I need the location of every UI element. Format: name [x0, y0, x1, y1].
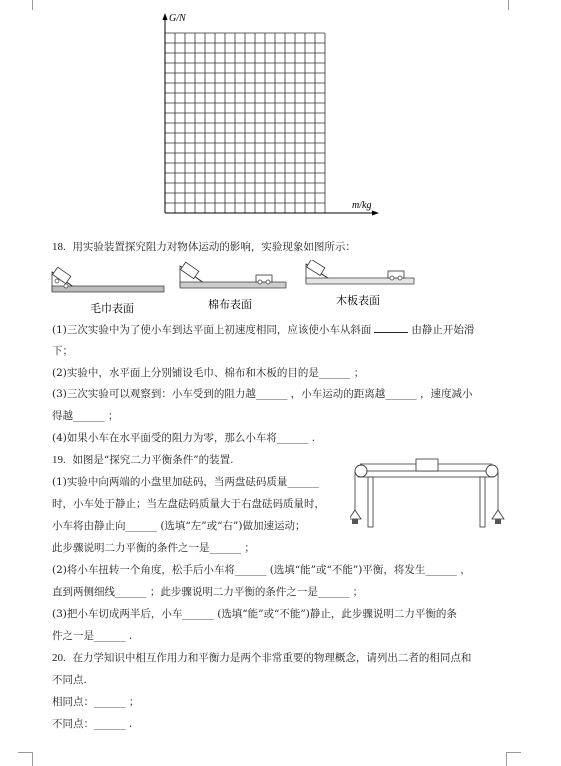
q18-part4-line: (4)如果小车在水平面受的阻力为零，那么小车将______ .: [52, 432, 316, 444]
q18-part1-text-a: (1)三次实验中为了使小车到达平面上初速度相同，应该使小车从斜面: [52, 324, 372, 336]
crop-mark-top-left: [18, 0, 33, 10]
q20-stem-line-2: 不同点.: [52, 674, 87, 686]
q18-part1-line-a: [52, 322, 474, 337]
crop-mark-top-right: [508, 0, 523, 10]
crop-mark-bottom-left: [18, 752, 33, 766]
q18-part1-blank: [374, 322, 408, 333]
cotton-surface-label: 棉布表面: [208, 299, 252, 311]
q19-line-8: 件之一是______ .: [52, 630, 133, 642]
friction-surfaces-figure: [48, 260, 418, 315]
q20-diff-line: 不同点：______ .: [52, 718, 133, 730]
q19-number: 19.: [52, 454, 66, 466]
q20-stem-line: [52, 651, 471, 665]
wood-surface-label: 木板表面: [336, 295, 380, 307]
q18-part3-line-b: 得越______ ；: [52, 410, 119, 422]
q18-part1-line-b: 下；: [52, 345, 73, 357]
q18-part2-line: (2)实验中，水平面上分别铺设毛巾、棉布和木板的目的是______ ；: [52, 367, 365, 379]
q19-line-3: 小车将由静止向______ (选填“左”或“右”)做加速运动；: [52, 520, 306, 532]
towel-ramp: [52, 267, 164, 292]
two-force-balance-apparatus: [350, 455, 510, 530]
q18-number: 18.: [52, 241, 66, 253]
q19-stem: 如图是“探究二力平衡条件”的装置.: [72, 454, 234, 466]
y-axis-label: G/N: [169, 13, 186, 24]
q18-part3-line-a: (3)三次实验可以观察到：小车受到的阻力越______ ，小车运动的距离越______ ，速度减小: [52, 388, 473, 400]
q19-line-6: 直到两侧细线______ ；此步骤说明二力平衡的条件之一是______ ；: [52, 586, 364, 598]
x-axis-label: m/kg: [352, 200, 372, 211]
q19-line-4: 此步骤说明二力平衡的条件之一是______ ；: [52, 542, 255, 554]
q20-stem: 在力学知识中相互作用力和平衡力是两个非常重要的物理概念，请列出二者的相同点和: [72, 652, 472, 664]
q20-same-line: 相同点：______ ；: [52, 696, 140, 708]
q18-part1-text-b: 由静止开始滑: [411, 324, 475, 336]
q18-stem: 用实验装置探究阻力对物体运动的影响，实验现象如图所示：: [72, 241, 356, 253]
q19-line-2: 时，小车处于静止；当左盘砝码质量大于右盘砝码质量时，: [52, 498, 325, 510]
q19-line-7: (3)把小车切成两半后，小车______ (选填“能”或“不能”)静止，此步骤说明二力平衡的条: [52, 608, 457, 620]
wood-ramp: [306, 260, 414, 284]
q19-stem-line: [52, 453, 234, 467]
cotton-ramp: [180, 262, 286, 288]
q18-stem-line: [52, 240, 356, 254]
blank-coordinate-grid: [150, 5, 390, 220]
q19-line-1: (1)实验中向两端的小盘里加砝码，当两盘砝码质量______: [52, 476, 319, 488]
crop-mark-bottom-right: [506, 752, 521, 766]
q20-number: 20.: [52, 652, 66, 664]
towel-surface-label: 毛巾表面: [90, 303, 134, 315]
q19-line-5: (2)将小车扭转一个角度，松手后小车将______ (选填“能”或“不能”)平衡，将发生______ ，: [52, 564, 471, 576]
